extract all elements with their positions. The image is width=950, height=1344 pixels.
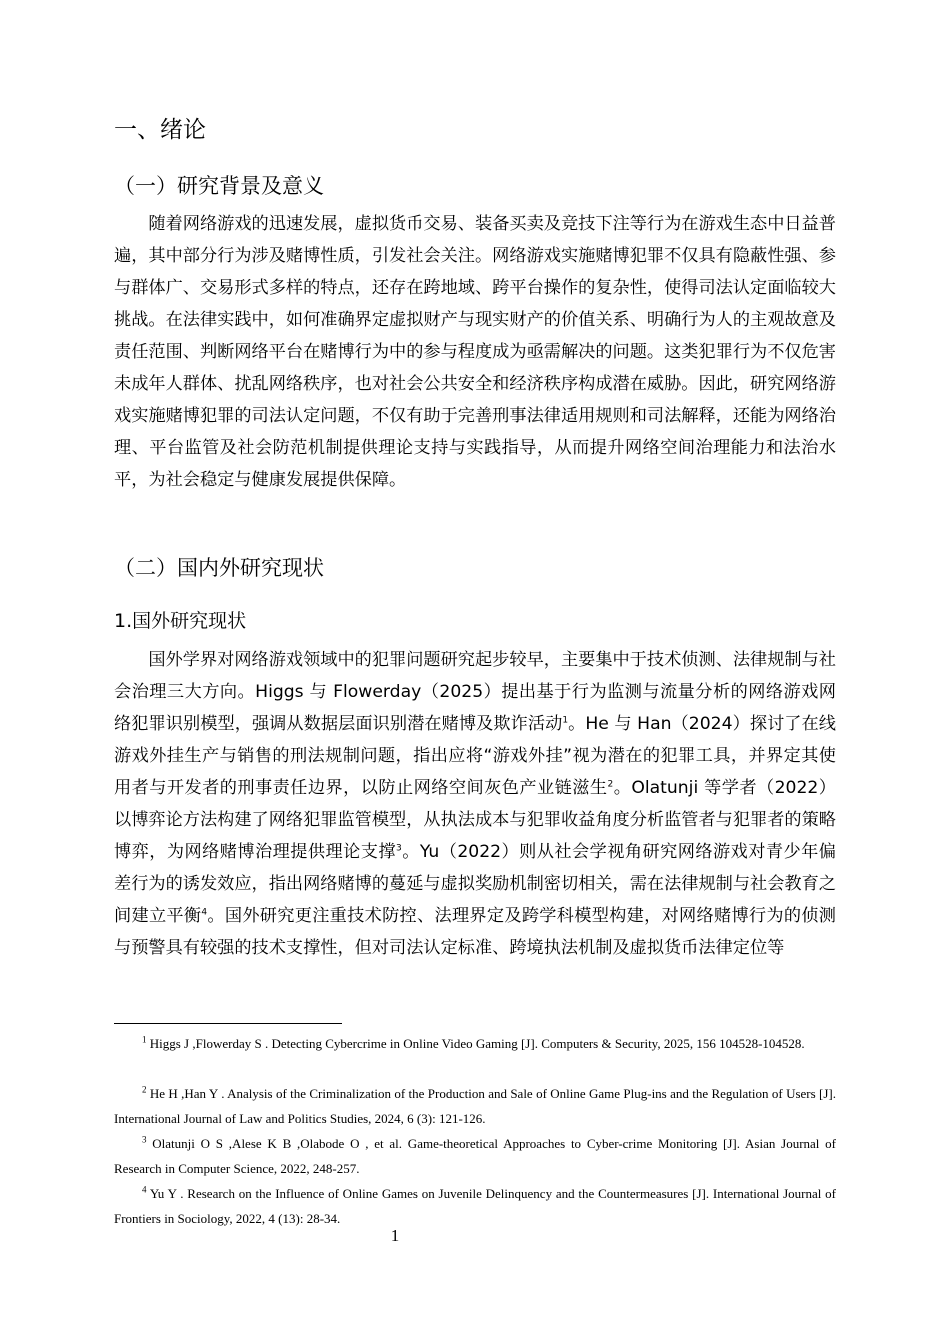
footnote-3: [114, 1131, 836, 1181]
section-heading-background: （一）研究背景及意义: [114, 174, 324, 198]
chapter-heading: 一、绪论: [114, 117, 206, 143]
footnote-4-number: 4: [142, 1184, 147, 1195]
footnote-2-number: 2: [142, 1084, 147, 1095]
footnote-ref-4[interactable]: 4: [201, 907, 208, 918]
foreign-text-part-1: 国外学界对网络游戏领域中的犯罪问题研究起步较早，主要集中于技术侦测、法律规制与社会治理三大方向。Higgs 与 Flowerday（2025）提出基于行为监测与流量分析的网络游戏网络犯罪识别模型，强调从数据层面识别潜在赌博及欺诈活动: [114, 650, 836, 734]
footnote-1-number: 1: [142, 1034, 147, 1045]
footnote-4: [114, 1181, 836, 1231]
footnote-1-text: Higgs J ,Flowerday S . Detecting Cybercrime in Online Video Gaming [J]. Computers & Security, 2025, 156 104528-104528.: [149, 1036, 805, 1051]
footnote-2: [114, 1081, 836, 1131]
footnote-ref-2[interactable]: 2: [607, 779, 614, 790]
footnote-1: [114, 1031, 836, 1056]
footnote-2-text: He H ,Han Y . Analysis of the Criminalization of the Production and Sale of Online Game Plug-ins and the Regulation of Users [J]. International Journal of Law and Politics Studies, 2024, 6 (3): 121-126.: [114, 1086, 837, 1126]
footnote-ref-1[interactable]: 1: [562, 715, 569, 726]
footnote-4-text: Yu Y . Research on the Influence of Online Games on Juvenile Delinquency and the Countermeasures [J]. International Journal of Frontiers in Sociology, 2022, 4 (13): 28-34.: [114, 1186, 836, 1226]
foreign-text-part-3: 。Olatunji 等学者（2022）以博弈论方法构建了网络犯罪监管模型，从执法成本与犯罪收益角度分析监管者与犯罪者的策略博弈，为网络赌博治理提供理论支撑: [114, 778, 836, 862]
foreign-research-paragraph: [114, 644, 836, 964]
footnote-3-text: Olatunji O S ,Alese K B ,Olabode O , et al. Game-theoretical Approaches to Cyber-crime Monitoring [J]. Asian Journal of Research in Computer Science, 2022, 248-257.: [114, 1136, 837, 1176]
footnote-ref-3[interactable]: 3: [396, 843, 402, 854]
section-heading-research-status: （二）国内外研究现状: [114, 556, 324, 580]
page-number: 1: [390, 1226, 400, 1245]
foreign-text-part-4: 。Yu（2022）则从社会学视角研究网络游戏对青少年偏差行为的诱发效应，指出网络赌博的蔓延与虚拟奖励机制密切相关，需在法律规制与社会教育之间建立平衡: [114, 842, 836, 926]
foreign-text-part-2: 。He 与 Han（2024）探讨了在线游戏外挂生产与销售的刑法规制问题，指出应将“游戏外挂”视为潜在的犯罪工具，并界定其使用者与开发者的刑事责任边界，以防止网络空间灰色产业链滋生: [114, 714, 836, 798]
footnote-separator: [114, 1023, 342, 1024]
footnote-3-number: 3: [142, 1134, 147, 1145]
subsection-heading-foreign: 1.国外研究现状: [114, 610, 247, 632]
foreign-text-part-5: 。国外研究更注重技术防控、法理界定及跨学科模型构建，对网络赌博行为的侦测与预警具有较强的技术支撑性，但对司法认定标准、跨境执法机制及虚拟货币法律定位等: [114, 906, 836, 958]
background-paragraph: 随着网络游戏的迅速发展，虚拟货币交易、装备买卖及竞技下注等行为在游戏生态中日益普遍，其中部分行为涉及赌博性质，引发社会关注。网络游戏实施赌博犯罪不仅具有隐蔽性强、参与群体广、交易形式多样的特点，还存在跨地域、跨平台操作的复杂性，使得司法认定面临较大挑战。在法律实践中，如何准确界定虚拟财产与现实财产的价值关系、明确行为人的主观故意及责任范围、判断网络平台在赌博行为中的参与程度成为亟需解决的问题。这类犯罪行为不仅危害未成年人群体、扰乱网络秩序，也对社会公共安全和经济秩序构成潜在威胁。因此，研究网络游戏实施赌博犯罪的司法认定问题，不仅有助于完善刑事法律适用规则和司法解释，还能为网络治理、平台监管及社会防范机制提供理论支持与实践指导，从而提升网络空间治理能力和法治水平，为社会稳定与健康发展提供保障。: [114, 214, 836, 490]
